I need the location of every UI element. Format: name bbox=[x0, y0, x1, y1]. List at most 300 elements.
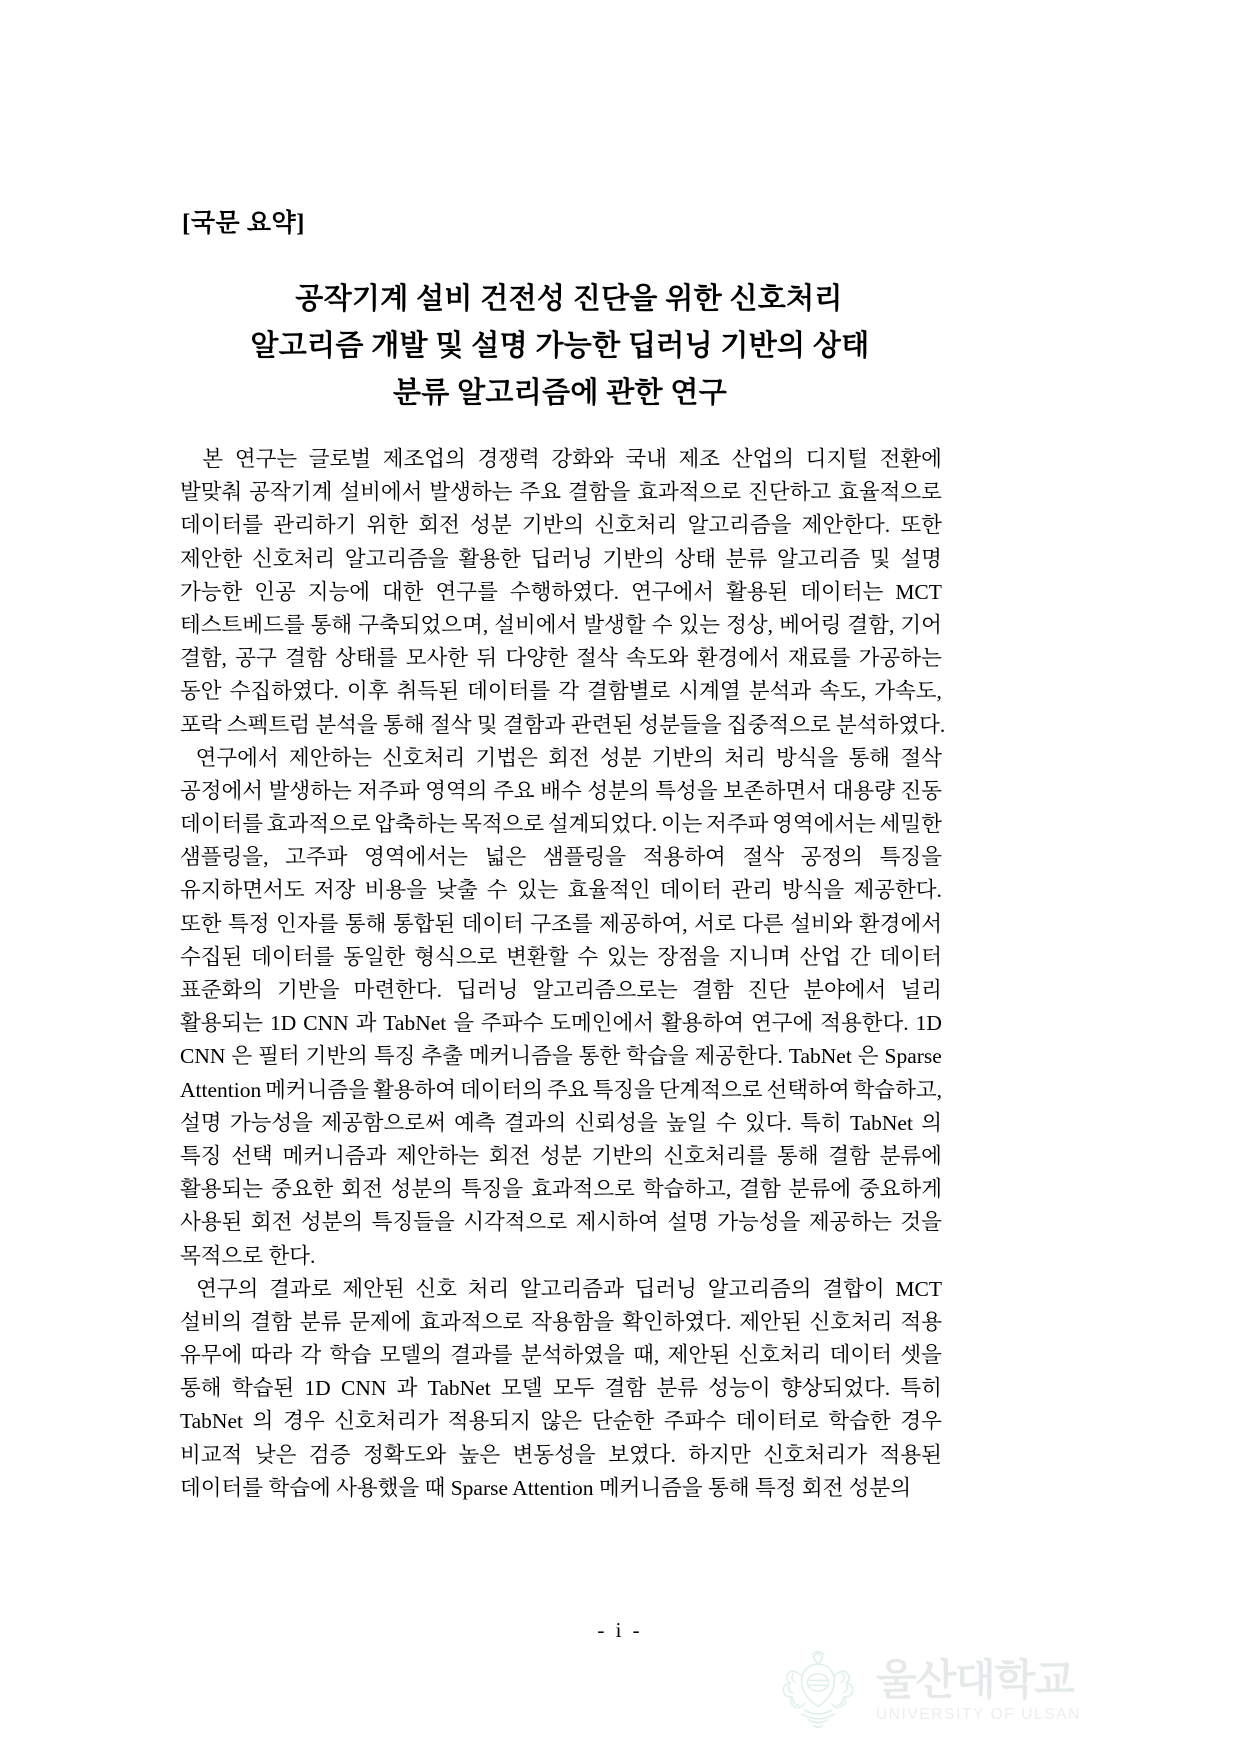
body-word: 특성을 bbox=[655, 778, 718, 803]
body-word: 간 bbox=[850, 944, 871, 969]
body-word: 진단 bbox=[747, 978, 790, 1002]
body-word: 메커니즘을 bbox=[265, 1077, 370, 1102]
body-word: 적용되지 bbox=[447, 1409, 531, 1434]
body-word: CNN bbox=[180, 1044, 226, 1069]
title-line-1: 공작기계 설비 건전성 진단을 위한 신호처리 bbox=[295, 283, 843, 315]
body-word: 넓은 bbox=[484, 845, 527, 870]
body-word: 특징들을 bbox=[371, 1210, 455, 1235]
body-word: 적용하여 bbox=[642, 845, 726, 870]
body-word: 비용을 bbox=[364, 878, 427, 903]
body-word: 높은 bbox=[458, 1442, 501, 1467]
body-word: 속도와 bbox=[626, 646, 689, 671]
body-word: 1D bbox=[915, 1011, 942, 1036]
body-word: 각 bbox=[300, 1343, 322, 1368]
body-word: 디지털 bbox=[805, 447, 868, 471]
body-word: 널리 bbox=[900, 978, 942, 1002]
body-word: 산업 bbox=[799, 944, 842, 969]
body-word: 데이터로 bbox=[735, 1409, 819, 1434]
body-word: 변환할 bbox=[506, 944, 569, 969]
body-word: 표준화의 bbox=[180, 978, 264, 1002]
body-word: 기법은 bbox=[475, 745, 538, 770]
body-word: 압축하는 bbox=[374, 812, 458, 837]
body-line: 목적으로 한다. bbox=[180, 1243, 316, 1268]
body-line bbox=[180, 742, 942, 775]
body-word: 있는 bbox=[516, 878, 559, 903]
body-word: 결함을 bbox=[567, 480, 631, 505]
body-word: 낮은 bbox=[254, 1442, 297, 1467]
body-word: 메커니즘과 bbox=[282, 1143, 387, 1168]
body-word: 설비에서 bbox=[494, 612, 578, 637]
body-word: 수행하였다. bbox=[509, 579, 620, 604]
body-word: 제공한다. bbox=[694, 1044, 783, 1069]
body-line bbox=[180, 1439, 942, 1472]
body-word: 딥러닝 bbox=[530, 546, 593, 571]
body-word: 회전 bbox=[548, 745, 590, 770]
body-word: 회전 bbox=[250, 1210, 293, 1235]
body-word: 통해 bbox=[310, 612, 353, 637]
body-word: 전환에 bbox=[879, 447, 942, 471]
body-word: 절삭 bbox=[576, 646, 618, 671]
body-line bbox=[180, 1140, 942, 1173]
body-word: 또한 bbox=[900, 513, 942, 538]
body-word: 추출 bbox=[421, 1044, 463, 1069]
body-word: 결함 bbox=[250, 1309, 292, 1334]
body-word: 데이터를 bbox=[467, 679, 551, 704]
body-word: 사용된 bbox=[180, 1210, 243, 1235]
body-word: TabNet bbox=[788, 1044, 852, 1069]
body-word: 수 bbox=[651, 612, 673, 637]
title-line-3: 분류 알고리즘에 관한 연구 bbox=[392, 377, 728, 409]
body-word: 효과적으로 bbox=[531, 1177, 635, 1202]
body-word: 설비의 bbox=[180, 1309, 243, 1334]
body-word: 효율적인 bbox=[567, 878, 651, 903]
body-word: 알고리즘을 bbox=[344, 546, 449, 571]
body-word: 특히 bbox=[900, 1376, 942, 1401]
body-word: 알고리즘을 bbox=[687, 513, 792, 538]
body-word: 데이터를 bbox=[180, 513, 264, 538]
line-indent bbox=[180, 742, 185, 775]
body-line bbox=[180, 443, 942, 476]
body-line bbox=[180, 775, 942, 808]
body-word: 마련한다. bbox=[353, 978, 442, 1002]
body-word: 특징 bbox=[180, 1143, 222, 1168]
body-word: 및 bbox=[869, 546, 891, 571]
body-word: 본 bbox=[202, 447, 224, 471]
body-word: 따라 bbox=[250, 1343, 293, 1368]
body-word: 학습하고, bbox=[853, 1077, 942, 1102]
body-word: 하지만 bbox=[688, 1442, 751, 1467]
body-word: TabNet bbox=[849, 1110, 913, 1135]
body-word: 모델 bbox=[500, 1376, 543, 1401]
body-word: 신호처리 bbox=[252, 546, 336, 571]
body-line bbox=[180, 1273, 942, 1306]
body-word: 설명 bbox=[180, 1110, 222, 1135]
body-word: 인공 bbox=[254, 579, 296, 604]
body-word: 제공한다. bbox=[853, 878, 942, 903]
body-word: 알고리즘 bbox=[777, 546, 861, 571]
body-line bbox=[180, 1040, 942, 1073]
body-word: 절삭 bbox=[742, 845, 784, 870]
body-word: 적용한다. bbox=[820, 1011, 909, 1036]
body-word: 데이터 bbox=[879, 944, 942, 969]
body-word: 공정에서 bbox=[180, 778, 264, 803]
body-word: 결함 bbox=[691, 978, 734, 1002]
body-word: 목적으로 bbox=[461, 812, 545, 837]
abstract-body bbox=[180, 443, 946, 1505]
university-name-en: UNIVERSITY OF ULSAN bbox=[876, 1706, 1081, 1724]
body-word: 학습을 bbox=[626, 1044, 689, 1069]
body-word: MCT bbox=[895, 1276, 942, 1301]
body-word: 다른 bbox=[742, 911, 784, 936]
body-word: 정상, bbox=[726, 612, 774, 637]
body-word: 가공하는 bbox=[858, 646, 942, 671]
body-word: 효율적으로 bbox=[838, 480, 942, 505]
body-word: 신뢰성을 bbox=[574, 1110, 658, 1135]
body-word: 분류에 bbox=[788, 1177, 851, 1202]
body-word: 있는 bbox=[606, 944, 649, 969]
body-word: 활용한 bbox=[458, 546, 521, 571]
body-word: 데이터는 bbox=[800, 579, 884, 604]
body-word: 구축되었으며, bbox=[358, 612, 489, 637]
body-word: 성분의 bbox=[300, 1210, 364, 1235]
body-word: 제안하는 bbox=[288, 745, 372, 770]
body-line bbox=[180, 1206, 942, 1239]
body-word: 처리 bbox=[467, 1276, 510, 1301]
body-word: 학습하고, bbox=[642, 1177, 732, 1202]
body-word: 인자를 bbox=[276, 911, 339, 936]
body-word: 수집된 bbox=[180, 944, 243, 969]
body-word: 변동성을 bbox=[512, 1442, 596, 1467]
body-word: 제안한 bbox=[180, 546, 243, 571]
body-word: 때, bbox=[633, 1343, 660, 1368]
body-word: 단순한 bbox=[591, 1409, 655, 1434]
body-word: 셋을 bbox=[900, 1343, 942, 1368]
body-line bbox=[180, 1007, 942, 1040]
body-word: 활용되는 bbox=[180, 1177, 264, 1202]
body-line bbox=[180, 642, 942, 675]
body-word: 회전 bbox=[341, 1177, 383, 1202]
body-word: 효과적으로 bbox=[419, 1309, 524, 1334]
body-word: 특징 bbox=[373, 1044, 416, 1069]
body-word: 학습된 bbox=[231, 1376, 295, 1401]
body-word: 선택 bbox=[231, 1143, 273, 1168]
body-word: 데이터 bbox=[461, 911, 524, 936]
body-word: 설계되었다. bbox=[547, 812, 658, 837]
body-word: 검증 bbox=[308, 1442, 351, 1467]
body-word: 또한 bbox=[180, 911, 222, 936]
body-word: 성분 bbox=[540, 1143, 582, 1168]
body-word: 통한 bbox=[578, 1044, 621, 1069]
body-word: 설비와 bbox=[790, 911, 853, 936]
body-word: 베어링 bbox=[779, 612, 842, 637]
body-word: 산업의 bbox=[731, 447, 795, 471]
body-word: 결함, bbox=[180, 646, 227, 671]
body-word: 저장 bbox=[313, 878, 356, 903]
body-word: MCT bbox=[895, 579, 942, 604]
body-word: 적용 bbox=[900, 1309, 942, 1334]
body-word: 활용된 bbox=[726, 579, 789, 604]
body-word: 것을 bbox=[900, 1210, 942, 1235]
line-indent bbox=[180, 1273, 185, 1306]
body-word: 결함 bbox=[604, 1376, 647, 1401]
body-word: 연구의 bbox=[196, 1276, 259, 1301]
body-word: 정확도와 bbox=[362, 1442, 447, 1467]
body-word: 경우 bbox=[900, 1409, 942, 1434]
body-line bbox=[180, 1372, 942, 1405]
body-word: 샘플링을, bbox=[180, 845, 269, 870]
body-word: 기반의 bbox=[521, 513, 585, 538]
body-word: 결과의 bbox=[503, 1110, 567, 1135]
body-word: 효과적으로 bbox=[637, 480, 742, 505]
body-word: 주요 bbox=[546, 1077, 589, 1102]
body-word: 관리 bbox=[731, 878, 773, 903]
body-line bbox=[180, 1405, 942, 1438]
body-word: 주파수 bbox=[480, 1011, 544, 1036]
body-word: 결함, bbox=[847, 612, 895, 637]
body-word: 특징을 bbox=[460, 1177, 524, 1202]
university-name bbox=[876, 1656, 1081, 1724]
body-word: 데이터를 bbox=[180, 812, 264, 837]
university-watermark bbox=[770, 1636, 1130, 1746]
body-word: 분석과 bbox=[748, 679, 812, 704]
body-word: 분류 bbox=[725, 546, 768, 571]
body-word: 분야에서 bbox=[803, 978, 887, 1002]
body-word: 알고리즘과 bbox=[520, 1276, 624, 1301]
body-word: 제공하여, bbox=[599, 911, 688, 936]
body-word: 기반의 bbox=[651, 745, 714, 770]
body-word: 연구에 bbox=[750, 1011, 814, 1036]
body-word: TabNet bbox=[180, 1409, 243, 1434]
body-word: 있다. bbox=[744, 1110, 792, 1135]
body-word: 활용하여 bbox=[372, 1077, 457, 1102]
body-word: 을 bbox=[453, 1011, 474, 1036]
body-word: 낮출 bbox=[436, 878, 478, 903]
body-word: 통해 bbox=[777, 1143, 819, 1168]
body-word: 보였다. bbox=[608, 1442, 676, 1467]
body-line bbox=[180, 874, 942, 907]
body-line: 데이터를 학습에 사용했을 때 Sparse Attention 메커니즘을 통해 특정 회전 성분의 bbox=[180, 1475, 912, 1500]
body-word: 진동 bbox=[900, 778, 942, 803]
body-line bbox=[180, 908, 942, 941]
body-line bbox=[180, 609, 942, 642]
body-word: 결함 bbox=[285, 646, 327, 671]
body-word: 은 bbox=[231, 1044, 253, 1069]
body-word: 형식으로 bbox=[414, 944, 498, 969]
body-word: 주요 bbox=[493, 778, 535, 803]
body-word: 통해 bbox=[180, 1376, 222, 1401]
body-word: 1D bbox=[270, 1011, 297, 1036]
body-word: 공구 bbox=[235, 646, 277, 671]
body-word: 모델의 bbox=[379, 1343, 442, 1368]
body-word: 지능에 bbox=[307, 579, 371, 604]
body-line bbox=[180, 1339, 942, 1372]
body-word: 대한 bbox=[382, 579, 424, 604]
body-word: Attention bbox=[180, 1077, 262, 1102]
body-line bbox=[180, 941, 942, 974]
body-word: 상태 bbox=[674, 546, 717, 571]
body-word: 영역에서는 bbox=[772, 812, 876, 837]
body-word: 동안 bbox=[180, 679, 222, 704]
body-word: 도메인에서 bbox=[550, 1011, 655, 1036]
body-line bbox=[180, 974, 942, 1007]
body-word: 제조 bbox=[678, 447, 721, 471]
body-word: 취득된 bbox=[396, 679, 459, 704]
body-word: 발생하는 bbox=[268, 778, 352, 803]
body-word: 뒤 bbox=[476, 646, 498, 671]
body-word: 기반의 bbox=[305, 1044, 368, 1069]
body-word: 결함 bbox=[828, 1143, 870, 1168]
body-word: 단계적으로 bbox=[658, 1077, 763, 1102]
body-word: 테스트베드를 bbox=[180, 612, 305, 637]
body-word: 적용된 bbox=[879, 1442, 942, 1467]
body-word: 선택하여 bbox=[766, 1077, 850, 1102]
body-word: 동일한 bbox=[343, 944, 406, 969]
page-number: - i - bbox=[597, 1618, 643, 1642]
body-word: 회전 bbox=[488, 1143, 531, 1168]
body-word: 특히 bbox=[800, 1110, 842, 1135]
body-word: 경쟁력 bbox=[477, 447, 540, 471]
body-word: 환경에서 bbox=[858, 911, 942, 936]
body-word: 지니며 bbox=[728, 944, 791, 969]
body-word: CNN bbox=[340, 1376, 387, 1401]
body-word: 알고리즘으로는 bbox=[532, 978, 678, 1002]
body-word: 통합된 bbox=[392, 911, 456, 936]
body-word: 환경에서 bbox=[696, 646, 780, 671]
body-word: 제안한다. bbox=[801, 513, 891, 538]
section-label: [국문 요약] bbox=[182, 210, 306, 237]
body-word: 영역의 bbox=[425, 778, 488, 803]
body-word: TabNet bbox=[427, 1376, 491, 1401]
body-word: 절삭 bbox=[900, 745, 942, 770]
body-word: 특징을 bbox=[592, 1077, 655, 1102]
university-crest-icon bbox=[770, 1643, 866, 1739]
body-word: 기반의 bbox=[591, 1143, 654, 1168]
body-word: 방식을 bbox=[781, 878, 845, 903]
body-word: 경우 bbox=[283, 1409, 325, 1434]
body-word: 제시하여 bbox=[575, 1210, 659, 1235]
body-line bbox=[180, 1306, 942, 1339]
body-word: 제안하는 bbox=[396, 1143, 480, 1168]
body-word: 가속도, bbox=[874, 679, 942, 704]
body-word: 이후 bbox=[347, 679, 389, 704]
body-word: 제공하는 bbox=[808, 1210, 892, 1235]
body-word: 딥러닝 bbox=[634, 1276, 697, 1301]
body-word: 문제에 bbox=[349, 1309, 412, 1334]
body-word: 은 bbox=[857, 1044, 879, 1069]
body-word: 영역에서는 bbox=[364, 845, 468, 870]
body-word: 학습 bbox=[329, 1343, 372, 1368]
body-word: 데이터를 bbox=[251, 944, 335, 969]
body-word: 않은 bbox=[540, 1409, 583, 1434]
body-word: 연구에서 bbox=[630, 579, 715, 604]
body-word: 중요하게 bbox=[858, 1177, 942, 1202]
body-word: 공작기계 bbox=[249, 480, 333, 505]
body-word: 회전 bbox=[418, 513, 460, 538]
body-word: 유무에 bbox=[180, 1343, 243, 1368]
body-word: 연구는 bbox=[234, 447, 298, 471]
body-word: 각 bbox=[558, 679, 580, 704]
body-word: 신호 bbox=[415, 1276, 457, 1301]
body-word: 다양한 bbox=[505, 646, 568, 671]
body-line bbox=[180, 576, 942, 609]
body-word: 분류 bbox=[656, 1376, 699, 1401]
body-line bbox=[180, 509, 942, 542]
body-word: 이는 bbox=[660, 812, 703, 837]
body-word: 데이터 bbox=[829, 1343, 892, 1368]
body-word: 기반의 bbox=[602, 546, 665, 571]
body-word: 확인하였다. bbox=[622, 1309, 732, 1334]
body-word: 유지하면서도 bbox=[180, 878, 305, 903]
body-word: 시계열 bbox=[678, 679, 741, 704]
body-word: 공정의 bbox=[800, 845, 863, 870]
body-word: 과 bbox=[396, 1376, 418, 1401]
body-word: 신호처리를 bbox=[663, 1143, 768, 1168]
body-word: 알고리즘의 bbox=[707, 1276, 812, 1301]
body-word: 제안된 bbox=[667, 1343, 730, 1368]
body-word: 보존하면서 bbox=[723, 778, 827, 803]
body-word: 통해 bbox=[848, 745, 891, 770]
body-word: 통해 bbox=[344, 911, 387, 936]
body-word: 과 bbox=[355, 1011, 377, 1036]
body-word: 위한 bbox=[366, 513, 409, 538]
paragraph-2 bbox=[180, 742, 942, 1273]
body-word: 특징을 bbox=[879, 845, 942, 870]
body-word: 데이터 bbox=[659, 878, 723, 903]
body-word: 재료를 bbox=[788, 646, 851, 671]
body-word: 제조업의 bbox=[382, 447, 466, 471]
body-line bbox=[180, 1107, 942, 1140]
body-word: 성분의 bbox=[390, 1177, 453, 1202]
body-word: 상태를 bbox=[335, 646, 398, 671]
body-word: 국내 bbox=[625, 447, 667, 471]
body-word: 신호처리가 bbox=[763, 1442, 868, 1467]
body-line bbox=[180, 808, 942, 841]
body-word: 필터 bbox=[258, 1044, 300, 1069]
body-word: 기어 bbox=[900, 612, 942, 637]
body-word: 결합이 bbox=[822, 1276, 885, 1301]
body-line bbox=[180, 1074, 942, 1107]
body-word: 가능성을 bbox=[229, 1110, 313, 1135]
body-word: 방식을 bbox=[775, 745, 839, 770]
body-word: 효과적으로 bbox=[266, 812, 371, 837]
body-word: 활용되는 bbox=[180, 1011, 264, 1036]
body-line bbox=[180, 1173, 942, 1206]
body-word: 성분 bbox=[470, 513, 512, 538]
body-word: 작용함을 bbox=[531, 1309, 615, 1334]
paragraph-1 bbox=[180, 443, 946, 742]
body-word: 연구를 bbox=[435, 579, 498, 604]
body-word: 배수 bbox=[540, 778, 582, 803]
body-word: 제안된 bbox=[342, 1276, 405, 1301]
university-name-ko: 울산대학교 bbox=[876, 1656, 1074, 1704]
body-word: 신호처리 bbox=[382, 745, 466, 770]
body-word: 수 bbox=[486, 878, 508, 903]
body-word: 기반을 bbox=[277, 978, 340, 1002]
body-word: 제안된 bbox=[739, 1309, 802, 1334]
body-word: 세밀한 bbox=[879, 812, 942, 837]
body-word: 1D bbox=[304, 1376, 331, 1401]
body-word: 결함 bbox=[739, 1177, 781, 1202]
body-word: CNN bbox=[303, 1011, 349, 1036]
body-word: 주파수 bbox=[663, 1409, 726, 1434]
body-word: 수집하였다. bbox=[229, 679, 339, 704]
body-word: 데이터의 bbox=[459, 1077, 544, 1102]
body-word: 높일 bbox=[665, 1110, 708, 1135]
body-word: 결과를 bbox=[450, 1343, 513, 1368]
body-word: 신호처리가 bbox=[334, 1409, 439, 1434]
body-word: 활용하여 bbox=[660, 1011, 745, 1036]
body-word: 가능성을 bbox=[717, 1210, 801, 1235]
